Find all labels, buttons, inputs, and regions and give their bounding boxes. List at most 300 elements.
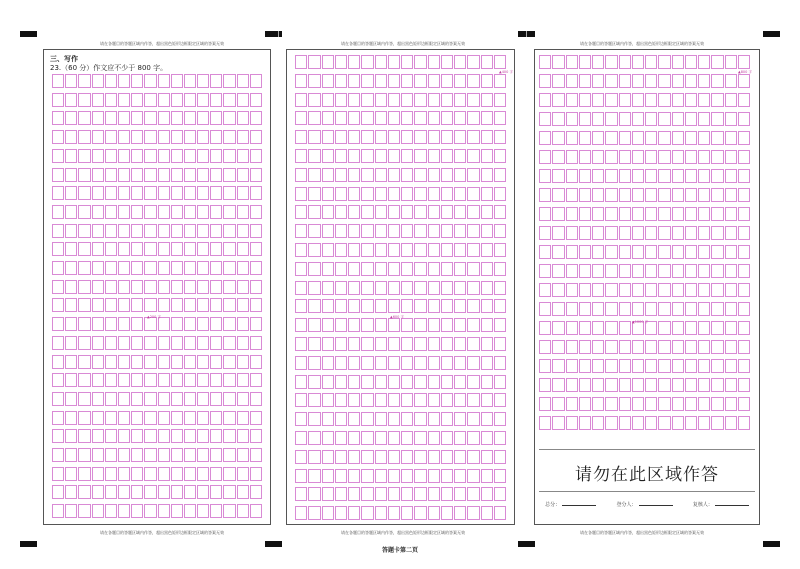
grid-cell[interactable]: [592, 150, 604, 164]
grid-cell[interactable]: [494, 356, 506, 370]
grid-cell[interactable]: [237, 298, 249, 312]
grid-cell[interactable]: [348, 281, 360, 295]
grid-cell[interactable]: [92, 298, 104, 312]
grid-cell[interactable]: [335, 469, 347, 483]
grid-cell[interactable]: [92, 149, 104, 163]
grid-cell[interactable]: [65, 485, 77, 499]
grid-cell[interactable]: [454, 337, 466, 351]
grid-row[interactable]: [295, 149, 506, 163]
grid-cell[interactable]: [619, 226, 631, 240]
grid-row[interactable]: [295, 55, 506, 69]
grid-row[interactable]: [52, 411, 262, 425]
grid-row[interactable]: [539, 207, 750, 221]
grid-cell[interactable]: [414, 356, 426, 370]
grid-cell[interactable]: [592, 340, 604, 354]
grid-cell[interactable]: [725, 207, 737, 221]
grid-cell[interactable]: [401, 111, 413, 125]
grid-cell[interactable]: [685, 264, 697, 278]
grid-cell[interactable]: [78, 186, 90, 200]
grid-cell[interactable]: [361, 74, 373, 88]
grid-cell[interactable]: [605, 131, 617, 145]
grid-cell[interactable]: [685, 340, 697, 354]
grid-cell[interactable]: [388, 224, 400, 238]
grid-cell[interactable]: [250, 280, 262, 294]
grid-row[interactable]: [52, 242, 262, 256]
grid-cell[interactable]: [131, 242, 143, 256]
grid-cell[interactable]: [711, 264, 723, 278]
grid-cell[interactable]: [441, 224, 453, 238]
grid-cell[interactable]: [210, 298, 222, 312]
grid-cell[interactable]: [105, 467, 117, 481]
grid-cell[interactable]: [645, 416, 657, 430]
grid-cell[interactable]: [144, 168, 156, 182]
grid-cell[interactable]: [197, 355, 209, 369]
grid-cell[interactable]: [223, 355, 235, 369]
grid-cell[interactable]: [592, 188, 604, 202]
grid-cell[interactable]: [566, 264, 578, 278]
grid-cell[interactable]: [592, 378, 604, 392]
grid-cell[interactable]: [467, 149, 479, 163]
grid-cell[interactable]: [619, 283, 631, 297]
grid-cell[interactable]: [579, 150, 591, 164]
grid-cell[interactable]: [210, 355, 222, 369]
grid-cell[interactable]: [467, 243, 479, 257]
grid-cell[interactable]: [725, 378, 737, 392]
grid-cell[interactable]: [250, 130, 262, 144]
grid-cell[interactable]: [685, 283, 697, 297]
grid-cell[interactable]: [454, 412, 466, 426]
grid-cell[interactable]: [711, 416, 723, 430]
grid-cell[interactable]: [52, 448, 64, 462]
grid-cell[interactable]: [552, 169, 564, 183]
grid-cell[interactable]: [441, 375, 453, 389]
grid-cell[interactable]: [197, 485, 209, 499]
grid-cell[interactable]: [711, 207, 723, 221]
grid-row[interactable]: [295, 243, 506, 257]
grid-cell[interactable]: [454, 130, 466, 144]
grid-cell[interactable]: [454, 487, 466, 501]
grid-cell[interactable]: [467, 93, 479, 107]
grid-row[interactable]: [52, 224, 262, 238]
grid-cell[interactable]: [250, 261, 262, 275]
grid-cell[interactable]: [295, 450, 307, 464]
grid-cell[interactable]: [78, 467, 90, 481]
grid-cell[interactable]: [388, 168, 400, 182]
grid-cell[interactable]: [322, 187, 334, 201]
grid-cell[interactable]: [672, 207, 684, 221]
grid-cell[interactable]: [441, 74, 453, 88]
grid-cell[interactable]: [672, 359, 684, 373]
grid-cell[interactable]: [428, 450, 440, 464]
grid-cell[interactable]: [335, 149, 347, 163]
grid-cell[interactable]: [308, 318, 320, 332]
grid-cell[interactable]: [388, 130, 400, 144]
grid-cell[interactable]: [322, 149, 334, 163]
grid-cell[interactable]: [685, 169, 697, 183]
grid-cell[interactable]: [52, 467, 64, 481]
grid-cell[interactable]: [295, 281, 307, 295]
grid-cell[interactable]: [92, 392, 104, 406]
grid-cell[interactable]: [698, 55, 710, 69]
grid-cell[interactable]: [632, 283, 644, 297]
grid-cell[interactable]: [454, 243, 466, 257]
grid-cell[interactable]: [605, 188, 617, 202]
grid-cell[interactable]: [105, 355, 117, 369]
grid-cell[interactable]: [711, 378, 723, 392]
grid-cell[interactable]: [361, 93, 373, 107]
grid-row[interactable]: [52, 392, 262, 406]
grid-cell[interactable]: [52, 429, 64, 443]
grid-cell[interactable]: [335, 299, 347, 313]
grid-cell[interactable]: [738, 188, 750, 202]
essay-grid-1[interactable]: [52, 50, 262, 524]
grid-cell[interactable]: [308, 149, 320, 163]
grid-cell[interactable]: [685, 378, 697, 392]
grid-cell[interactable]: [184, 168, 196, 182]
grid-cell[interactable]: [144, 448, 156, 462]
grid-cell[interactable]: [632, 188, 644, 202]
grid-cell[interactable]: [592, 112, 604, 126]
grid-cell[interactable]: [131, 429, 143, 443]
grid-cell[interactable]: [131, 111, 143, 125]
grid-cell[interactable]: [441, 111, 453, 125]
grid-cell[interactable]: [467, 111, 479, 125]
grid-cell[interactable]: [78, 74, 90, 88]
grid-cell[interactable]: [295, 431, 307, 445]
grid-cell[interactable]: [388, 375, 400, 389]
grid-row[interactable]: [52, 467, 262, 481]
grid-cell[interactable]: [361, 130, 373, 144]
grid-cell[interactable]: [131, 205, 143, 219]
grid-cell[interactable]: [348, 205, 360, 219]
grid-cell[interactable]: [158, 485, 170, 499]
grid-cell[interactable]: [237, 373, 249, 387]
grid-cell[interactable]: [375, 93, 387, 107]
grid-cell[interactable]: [295, 487, 307, 501]
grid-cell[interactable]: [428, 356, 440, 370]
grid-cell[interactable]: [711, 321, 723, 335]
grid-row[interactable]: [52, 504, 262, 518]
grid-row[interactable]: [539, 150, 750, 164]
grid-cell[interactable]: [237, 149, 249, 163]
grid-cell[interactable]: [467, 299, 479, 313]
grid-row[interactable]: [539, 74, 750, 88]
essay-grid-2[interactable]: [295, 50, 506, 524]
grid-cell[interactable]: [197, 224, 209, 238]
grid-cell[interactable]: [552, 264, 564, 278]
grid-cell[interactable]: [375, 318, 387, 332]
grid-cell[interactable]: [401, 487, 413, 501]
grid-cell[interactable]: [92, 355, 104, 369]
grid-cell[interactable]: [308, 168, 320, 182]
grid-cell[interactable]: [388, 506, 400, 520]
grid-cell[interactable]: [158, 111, 170, 125]
grid-cell[interactable]: [711, 226, 723, 240]
grid-cell[interactable]: [401, 393, 413, 407]
grid-cell[interactable]: [388, 205, 400, 219]
grid-cell[interactable]: [210, 429, 222, 443]
grid-cell[interactable]: [131, 467, 143, 481]
grid-cell[interactable]: [65, 93, 77, 107]
grid-cell[interactable]: [645, 74, 657, 88]
grid-cell[interactable]: [348, 506, 360, 520]
grid-row[interactable]: [539, 245, 750, 259]
grid-cell[interactable]: [414, 281, 426, 295]
grid-cell[interactable]: [428, 74, 440, 88]
grid-cell[interactable]: [401, 469, 413, 483]
grid-cell[interactable]: [335, 262, 347, 276]
grid-cell[interactable]: [685, 321, 697, 335]
grid-cell[interactable]: [566, 188, 578, 202]
grid-cell[interactable]: [295, 55, 307, 69]
grid-cell[interactable]: [131, 186, 143, 200]
grid-cell[interactable]: [658, 188, 670, 202]
grid-cell[interactable]: [158, 504, 170, 518]
grid-cell[interactable]: [632, 340, 644, 354]
grid-cell[interactable]: [184, 485, 196, 499]
grid-cell[interactable]: [171, 392, 183, 406]
grid-cell[interactable]: [78, 205, 90, 219]
grid-cell[interactable]: [210, 186, 222, 200]
grid-cell[interactable]: [78, 261, 90, 275]
grid-cell[interactable]: [131, 373, 143, 387]
grid-cell[interactable]: [428, 168, 440, 182]
grid-cell[interactable]: [171, 485, 183, 499]
grid-cell[interactable]: [322, 487, 334, 501]
grid-cell[interactable]: [672, 378, 684, 392]
grid-cell[interactable]: [645, 226, 657, 240]
grid-cell[interactable]: [158, 467, 170, 481]
grid-cell[interactable]: [118, 373, 130, 387]
grid-row[interactable]: [52, 429, 262, 443]
grid-cell[interactable]: [454, 224, 466, 238]
grid-cell[interactable]: [65, 224, 77, 238]
grid-cell[interactable]: [428, 243, 440, 257]
grid-cell[interactable]: [738, 112, 750, 126]
grid-cell[interactable]: [144, 504, 156, 518]
grid-cell[interactable]: [658, 321, 670, 335]
grid-cell[interactable]: [92, 467, 104, 481]
grid-cell[interactable]: [375, 393, 387, 407]
grid-cell[interactable]: [158, 224, 170, 238]
grid-cell[interactable]: [131, 448, 143, 462]
grid-cell[interactable]: [579, 264, 591, 278]
grid-cell[interactable]: [566, 359, 578, 373]
grid-cell[interactable]: [441, 337, 453, 351]
grid-cell[interactable]: [658, 93, 670, 107]
grid-cell[interactable]: [322, 130, 334, 144]
grid-row[interactable]: [295, 318, 506, 332]
grid-cell[interactable]: [308, 393, 320, 407]
grid-cell[interactable]: [322, 450, 334, 464]
grid-cell[interactable]: [632, 207, 644, 221]
grid-cell[interactable]: [685, 188, 697, 202]
grid-cell[interactable]: [605, 169, 617, 183]
grid-cell[interactable]: [361, 205, 373, 219]
grid-row[interactable]: [539, 416, 750, 430]
grid-cell[interactable]: [738, 93, 750, 107]
grid-row[interactable]: [539, 359, 750, 373]
grid-cell[interactable]: [250, 336, 262, 350]
grid-cell[interactable]: [295, 243, 307, 257]
grid-cell[interactable]: [118, 93, 130, 107]
grid-cell[interactable]: [52, 74, 64, 88]
grid-cell[interactable]: [375, 469, 387, 483]
grid-cell[interactable]: [158, 74, 170, 88]
grid-cell[interactable]: [105, 504, 117, 518]
grid-cell[interactable]: [467, 55, 479, 69]
grid-cell[interactable]: [539, 245, 551, 259]
grid-cell[interactable]: [428, 299, 440, 313]
grid-cell[interactable]: [52, 280, 64, 294]
grid-cell[interactable]: [322, 469, 334, 483]
grid-cell[interactable]: [454, 149, 466, 163]
grid-cell[interactable]: [184, 317, 196, 331]
grid-cell[interactable]: [566, 169, 578, 183]
grid-cell[interactable]: [539, 340, 551, 354]
grid-cell[interactable]: [375, 187, 387, 201]
grid-cell[interactable]: [467, 130, 479, 144]
grid-cell[interactable]: [361, 337, 373, 351]
grid-cell[interactable]: [738, 131, 750, 145]
grid-cell[interactable]: [698, 416, 710, 430]
grid-cell[interactable]: [144, 392, 156, 406]
grid-cell[interactable]: [335, 281, 347, 295]
grid-cell[interactable]: [711, 74, 723, 88]
grid-cell[interactable]: [92, 111, 104, 125]
grid-cell[interactable]: [250, 448, 262, 462]
grid-cell[interactable]: [672, 264, 684, 278]
grid-cell[interactable]: [414, 375, 426, 389]
grid-cell[interactable]: [566, 378, 578, 392]
grid-cell[interactable]: [481, 318, 493, 332]
grid-row[interactable]: [52, 355, 262, 369]
grid-cell[interactable]: [322, 74, 334, 88]
grid-cell[interactable]: [619, 188, 631, 202]
grid-cell[interactable]: [184, 448, 196, 462]
grid-cell[interactable]: [158, 411, 170, 425]
grid-cell[interactable]: [645, 55, 657, 69]
grid-cell[interactable]: [414, 205, 426, 219]
grid-cell[interactable]: [467, 469, 479, 483]
grid-cell[interactable]: [65, 168, 77, 182]
grid-cell[interactable]: [632, 245, 644, 259]
grid-cell[interactable]: [361, 55, 373, 69]
grid-cell[interactable]: [645, 150, 657, 164]
grid-cell[interactable]: [171, 504, 183, 518]
grid-cell[interactable]: [605, 150, 617, 164]
grid-cell[interactable]: [92, 130, 104, 144]
grid-cell[interactable]: [52, 392, 64, 406]
grid-cell[interactable]: [92, 205, 104, 219]
grid-row[interactable]: [52, 336, 262, 350]
grid-cell[interactable]: [52, 130, 64, 144]
grid-cell[interactable]: [335, 356, 347, 370]
grid-cell[interactable]: [579, 302, 591, 316]
grid-cell[interactable]: [467, 224, 479, 238]
grid-row[interactable]: [539, 188, 750, 202]
grid-cell[interactable]: [579, 226, 591, 240]
grid-cell[interactable]: [295, 506, 307, 520]
grid-cell[interactable]: [105, 205, 117, 219]
grid-row[interactable]: [539, 283, 750, 297]
grid-cell[interactable]: [237, 168, 249, 182]
grid-row[interactable]: [295, 299, 506, 313]
grid-cell[interactable]: [481, 111, 493, 125]
grid-cell[interactable]: [237, 74, 249, 88]
grid-cell[interactable]: [118, 224, 130, 238]
grid-cell[interactable]: [467, 337, 479, 351]
grid-cell[interactable]: [322, 168, 334, 182]
grid-cell[interactable]: [223, 336, 235, 350]
grid-cell[interactable]: [158, 355, 170, 369]
grid-cell[interactable]: [566, 283, 578, 297]
grid-cell[interactable]: [388, 337, 400, 351]
grid-cell[interactable]: [566, 93, 578, 107]
grid-cell[interactable]: [414, 487, 426, 501]
grid-cell[interactable]: [171, 186, 183, 200]
grid-cell[interactable]: [210, 485, 222, 499]
grid-cell[interactable]: [552, 207, 564, 221]
grid-cell[interactable]: [494, 487, 506, 501]
grid-cell[interactable]: [645, 112, 657, 126]
grid-cell[interactable]: [105, 280, 117, 294]
grid-cell[interactable]: [441, 205, 453, 219]
grid-cell[interactable]: [539, 169, 551, 183]
grid-cell[interactable]: [738, 321, 750, 335]
grid-cell[interactable]: [78, 130, 90, 144]
grid-cell[interactable]: [78, 242, 90, 256]
grid-cell[interactable]: [605, 112, 617, 126]
grid-cell[interactable]: [171, 336, 183, 350]
grid-cell[interactable]: [171, 111, 183, 125]
grid-cell[interactable]: [223, 429, 235, 443]
grid-cell[interactable]: [348, 299, 360, 313]
grid-cell[interactable]: [414, 149, 426, 163]
grid-cell[interactable]: [210, 373, 222, 387]
grid-cell[interactable]: [566, 131, 578, 145]
grid-cell[interactable]: [237, 130, 249, 144]
grid-cell[interactable]: [481, 450, 493, 464]
grid-row[interactable]: [295, 205, 506, 219]
grid-cell[interactable]: [658, 55, 670, 69]
grid-cell[interactable]: [441, 299, 453, 313]
grid-cell[interactable]: [738, 302, 750, 316]
grid-cell[interactable]: [592, 55, 604, 69]
grid-cell[interactable]: [361, 431, 373, 445]
grid-cell[interactable]: [658, 74, 670, 88]
grid-cell[interactable]: [184, 373, 196, 387]
grid-cell[interactable]: [348, 149, 360, 163]
grid-row[interactable]: [52, 373, 262, 387]
grid-cell[interactable]: [592, 416, 604, 430]
grid-cell[interactable]: [184, 392, 196, 406]
grid-cell[interactable]: [454, 205, 466, 219]
grid-cell[interactable]: [566, 416, 578, 430]
grid-row[interactable]: [539, 340, 750, 354]
grid-cell[interactable]: [348, 130, 360, 144]
grid-cell[interactable]: [672, 340, 684, 354]
grid-cell[interactable]: [481, 506, 493, 520]
grid-cell[interactable]: [552, 112, 564, 126]
grid-cell[interactable]: [375, 450, 387, 464]
grid-cell[interactable]: [144, 111, 156, 125]
grid-cell[interactable]: [481, 224, 493, 238]
grid-cell[interactable]: [658, 302, 670, 316]
grid-cell[interactable]: [335, 74, 347, 88]
grid-cell[interactable]: [619, 359, 631, 373]
grid-cell[interactable]: [308, 506, 320, 520]
